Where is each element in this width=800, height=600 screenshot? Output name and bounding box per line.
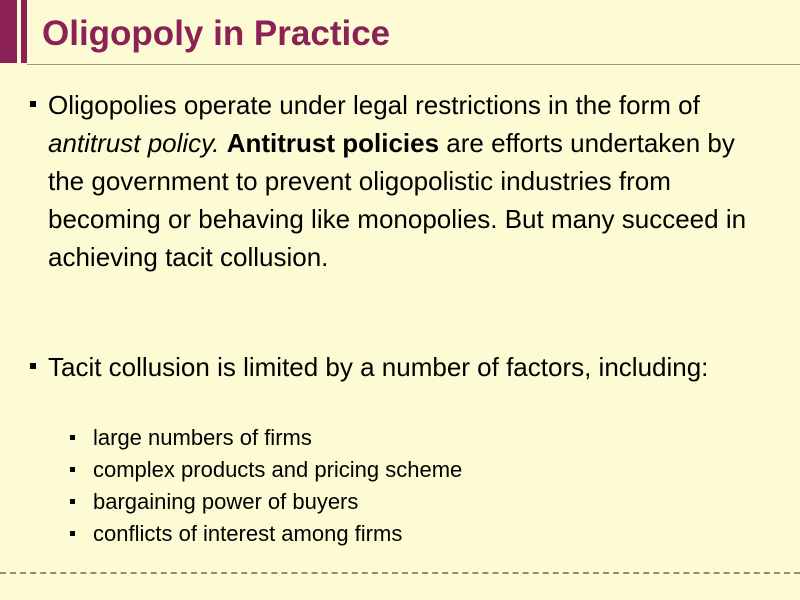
bullet-antitrust-text-2: are efforts undertaken by the government to prevent oligopolistic industries from becoming or behaving like monopolies. But many succeed in achieving tacit collusion. <box>48 128 747 272</box>
sub-bullet-item: bargaining power of buyers <box>93 489 359 514</box>
bullet-square-icon <box>30 101 36 107</box>
sub-bullet-item: large numbers of firms <box>93 425 312 450</box>
term-antitrust-policy: antitrust policy. <box>48 128 220 158</box>
accent-bar-left <box>0 0 17 63</box>
term-antitrust-policies: Antitrust policies <box>226 128 440 158</box>
bullet-antitrust-text-1: Oligopolies operate under legal restrictions in the form of <box>48 90 700 120</box>
bullet-square-icon <box>30 363 36 369</box>
footer-dashed-divider <box>0 572 800 574</box>
bullet-antitrust <box>48 86 778 276</box>
slide-title: Oligopoly in Practice <box>42 14 391 53</box>
sub-bullet-square-icon <box>70 467 75 472</box>
bullet-antitrust-space <box>219 128 226 158</box>
sub-bullet-square-icon <box>70 531 75 536</box>
title-divider <box>27 64 800 65</box>
sub-bullet-item: complex products and pricing scheme <box>93 457 463 482</box>
sub-bullet-item: conflicts of interest among firms <box>93 521 403 546</box>
bullet-tacit-collusion: Tacit collusion is limited by a number of factors, including: <box>48 352 709 382</box>
accent-bar-thin <box>21 0 27 63</box>
sub-bullet-square-icon <box>70 499 75 504</box>
sub-bullet-square-icon <box>70 435 75 440</box>
